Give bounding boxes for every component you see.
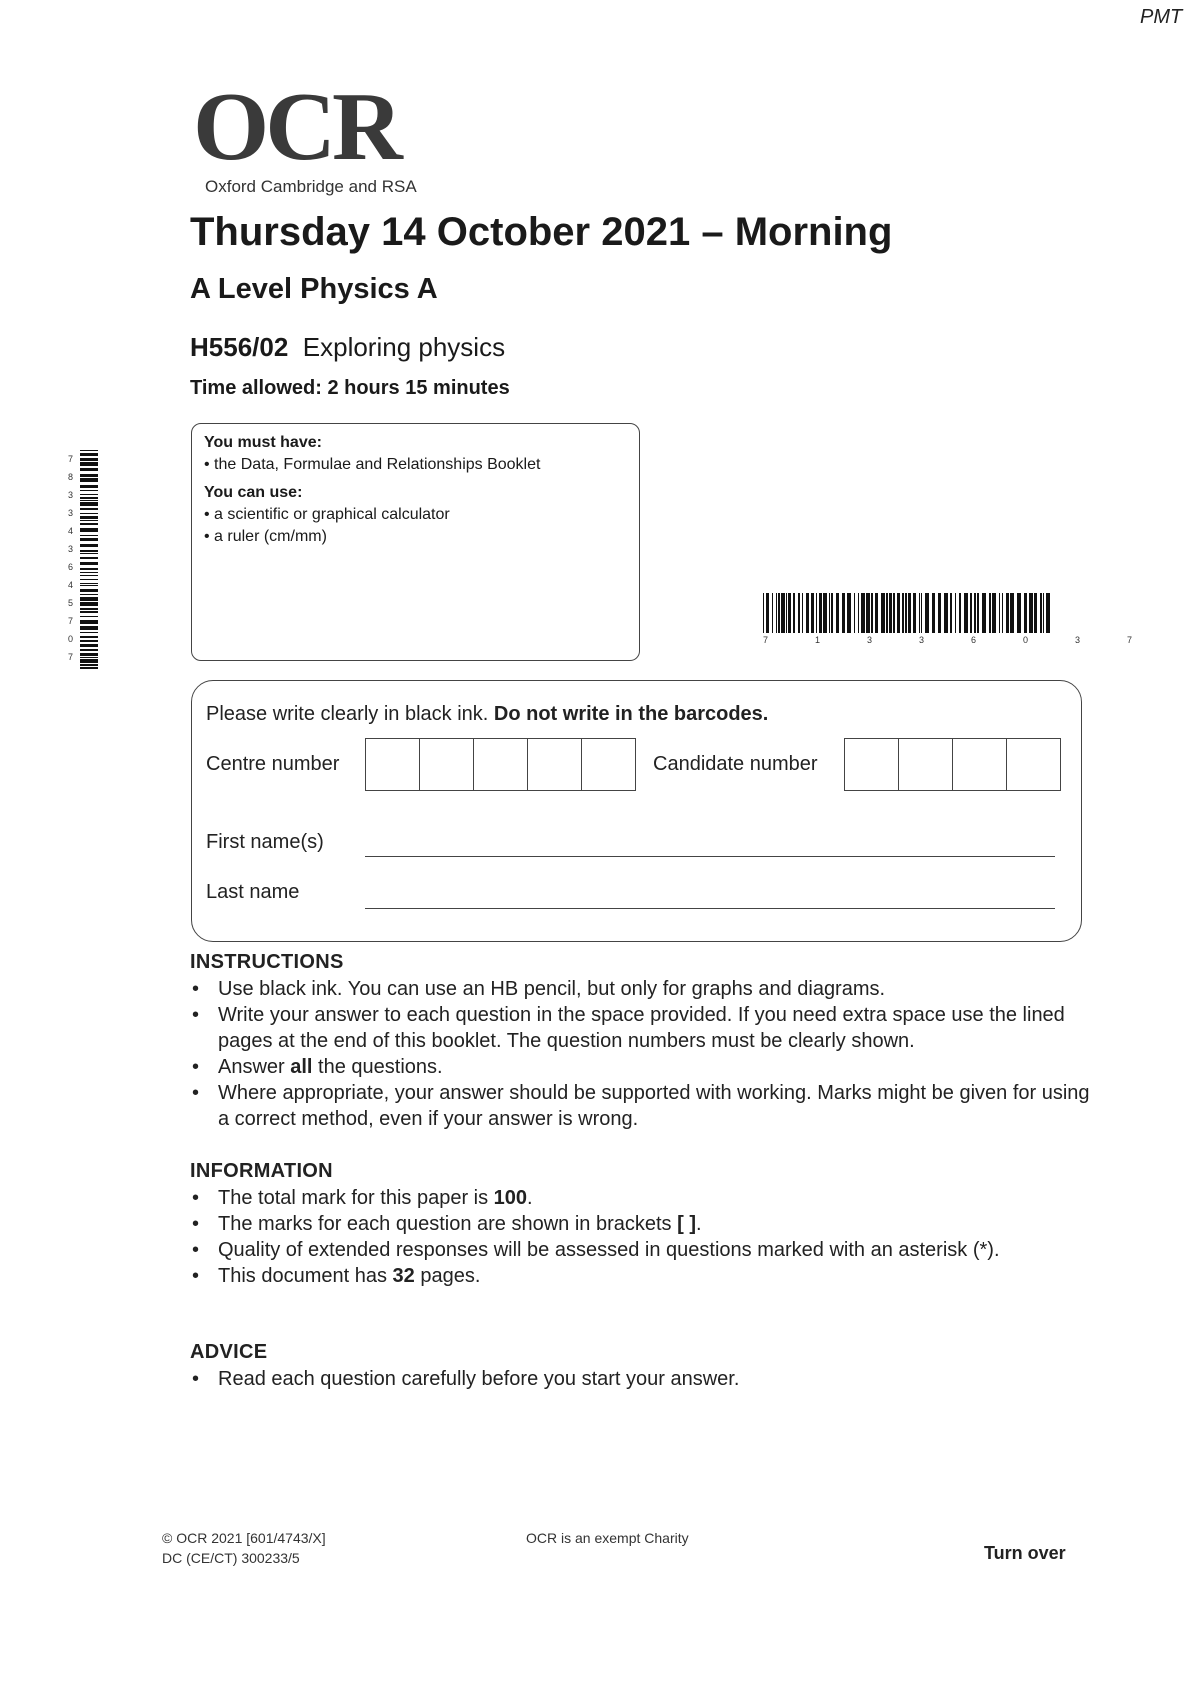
barcode-bar [1046, 593, 1050, 633]
barcode-bar [1024, 593, 1027, 633]
barcode-bar [1010, 593, 1014, 633]
barcode-bar [763, 593, 764, 633]
barcode-bar [80, 611, 98, 613]
barcode-bar [80, 468, 98, 471]
barcode-bar [80, 594, 98, 595]
candidate-barcode-digits: 7 1 3 3 6 0 3 7 [763, 635, 1147, 645]
barcode-bar [80, 453, 98, 456]
barcode-bar [881, 593, 885, 633]
centre-number-label: Centre number [206, 753, 340, 775]
barcode-bar [80, 632, 98, 633]
instructions-section [190, 951, 1090, 1132]
barcode-bar [776, 593, 777, 633]
instruction-bold: Do not write in the barcodes. [493, 703, 769, 725]
barcode-bar [921, 593, 922, 633]
candidate-number-label: Candidate number [653, 753, 818, 775]
barcode-bar [806, 593, 809, 633]
centre-digit-box[interactable] [366, 739, 420, 790]
barcode-bar [80, 583, 98, 584]
barcode-bar [80, 667, 98, 669]
candidate-barcode [763, 593, 1147, 645]
first-name-line[interactable] [365, 856, 1055, 857]
information-section [190, 1160, 1090, 1289]
time-allowed: Time allowed: 2 hours 15 minutes [190, 377, 510, 399]
information-item: • This document has 32 pages. [190, 1263, 1090, 1289]
barcode-bar [875, 593, 878, 633]
advice-section [190, 1341, 1090, 1392]
must-have-item: • the Data, Formulae and Relationships Booklet [204, 454, 627, 476]
barcode-bar [80, 608, 98, 610]
instruction-item: • Where appropriate, your answer should be supported with working. Marks might be given for using a correct method, even if your answer is wrong. [190, 1080, 1090, 1132]
last-name-label: Last name [206, 881, 300, 903]
must-have-list [204, 454, 627, 476]
barcode-bar [913, 593, 916, 633]
barcode-bar [80, 568, 98, 570]
barcode-bar [80, 644, 98, 647]
barcode-bar [999, 593, 1000, 633]
barcode-bar [1043, 593, 1044, 633]
barcode-bar [871, 593, 873, 633]
must-have-heading: You must have: [204, 434, 322, 451]
barcode-bar [902, 593, 904, 633]
barcode-bar [944, 593, 948, 633]
barcode-bar [80, 544, 98, 547]
barcode-bar [778, 593, 780, 633]
barcode-bar [80, 523, 98, 525]
barcode-bar [80, 553, 98, 554]
can-use-item: • a ruler (cm/mm) [204, 526, 627, 548]
barcode-bar [80, 649, 98, 651]
barcode-bar [829, 593, 830, 633]
barcode-bar [1040, 593, 1042, 633]
barcode-bar [861, 593, 865, 633]
barcode-bar [80, 636, 98, 638]
barcode-bar [831, 593, 833, 633]
information-list [190, 1185, 1090, 1289]
information-heading: INFORMATION [190, 1160, 333, 1182]
barcode-bar [80, 550, 98, 552]
last-name-line[interactable] [365, 908, 1055, 909]
instruction-item: • Answer all the questions. [190, 1054, 1090, 1080]
barcode-bar [80, 535, 98, 536]
instruction-item: • Write your answer to each question in the space provided. If you need extra space use the lined pages at the end of this booklet. The question numbers must be clearly shown. [190, 1002, 1090, 1054]
barcode-bar [1034, 593, 1037, 633]
barcode-bar [80, 602, 98, 606]
candidate-digit-box[interactable] [845, 739, 899, 790]
barcode-bar [80, 557, 98, 559]
barcode-bar [823, 593, 827, 633]
barcode-bar [886, 593, 888, 633]
barcode-bar [80, 494, 98, 495]
barcode-bar [919, 593, 920, 633]
centre-digit-box[interactable] [474, 739, 528, 790]
candidate-digit-box[interactable] [1007, 739, 1060, 790]
barcode-bar [80, 502, 98, 506]
barcode-bar [866, 593, 870, 633]
centre-digit-box[interactable] [582, 739, 635, 790]
exam-code-line [190, 332, 505, 363]
turn-over: Turn over [984, 1543, 1066, 1563]
barcode-bar [80, 458, 98, 461]
barcode-bar [847, 593, 851, 633]
barcode-bar [80, 520, 98, 521]
barcode-bar [970, 593, 972, 633]
barcode-bar [80, 640, 98, 642]
barcode-bar [80, 572, 98, 573]
barcode-bar [802, 593, 803, 633]
candidate-digit-box[interactable] [899, 739, 953, 790]
centre-number-boxes[interactable] [365, 738, 636, 791]
exam-code: H556/02 [190, 332, 289, 362]
barcode-bar [80, 497, 98, 499]
can-use-item: • a scientific or graphical calculator [204, 504, 627, 526]
barcode-bar [977, 593, 979, 633]
barcode-bar [80, 462, 98, 466]
barcode-bar [80, 516, 98, 519]
instructions-list [190, 976, 1090, 1132]
instructions-heading: INSTRUCTIONS [190, 951, 344, 973]
barcode-bar [854, 593, 855, 633]
write-clearly-instruction [206, 703, 768, 726]
barcode-bar [989, 593, 991, 633]
barcode-bar [80, 597, 98, 601]
barcode-bar [80, 664, 98, 666]
can-use-list [204, 504, 627, 548]
pmt-watermark: PMT [1140, 6, 1183, 28]
barcode-bar [793, 593, 795, 633]
barcode-bar [766, 593, 769, 633]
barcode-bar [80, 485, 98, 488]
barcode-bar [781, 593, 785, 633]
barcode-bar [80, 589, 98, 592]
barcode-bar [80, 474, 98, 477]
barcode-bar [772, 593, 773, 633]
barcode-bar [798, 593, 800, 633]
can-use-heading: You can use: [204, 484, 303, 501]
information-item: • Quality of extended responses will be assessed in questions marked with an asterisk (*). [190, 1237, 1090, 1263]
instruction-item: • Use black ink. You can use an HB pencil, but only for graphs and diagrams. [190, 976, 1090, 1002]
barcode-bar [819, 593, 822, 633]
barcode-bar [80, 579, 98, 580]
advice-heading: ADVICE [190, 1341, 268, 1363]
barcode-bar [1029, 593, 1033, 633]
first-name-label: First name(s) [206, 831, 324, 853]
exam-date-title: Thursday 14 October 2021 – Morning [190, 210, 893, 254]
barcode-bar [992, 593, 996, 633]
barcode-bar [1017, 593, 1021, 633]
exam-subject: A Level Physics A [190, 273, 438, 305]
candidate-number-boxes[interactable] [844, 738, 1061, 791]
materials-box [191, 423, 640, 661]
barcode-bar [974, 593, 976, 633]
barcode-bar [80, 620, 98, 624]
barcode-bar [80, 653, 98, 656]
barcode-bar [959, 593, 961, 633]
barcode-bar [925, 593, 929, 633]
barcode-bar [1006, 593, 1009, 633]
barcode-bar [80, 585, 98, 586]
barcode-bar [788, 593, 791, 633]
dc-code: DC (CE/CT) 300233/5 [162, 1550, 300, 1566]
barcode-bar [80, 575, 98, 576]
barcode-bar [80, 528, 98, 532]
barcode-bar [908, 593, 911, 633]
barcode-bar [982, 593, 986, 633]
centre-digit-box[interactable] [528, 739, 582, 790]
barcode-bar [80, 659, 98, 663]
barcode-bar [80, 538, 98, 541]
exam-paper-name: Exploring physics [302, 332, 506, 362]
candidate-details-panel [191, 680, 1082, 942]
barcode-bar [80, 616, 98, 617]
barcode-bar [811, 593, 814, 633]
barcode-bar [80, 626, 98, 630]
barcode-bar [1002, 593, 1003, 633]
barcode-bar [905, 593, 907, 633]
copyright-text: © OCR 2021 [601/4743/X] [162, 1530, 326, 1546]
instruction-plain: Please write clearly in black ink. [206, 703, 494, 725]
barcode-bar [897, 593, 900, 633]
advice-list [190, 1366, 1090, 1392]
centre-digit-box[interactable] [420, 739, 474, 790]
barcode-bar [80, 450, 98, 451]
barcode-bar [80, 657, 98, 658]
side-barcode [70, 450, 98, 680]
barcode-bar [889, 593, 892, 633]
barcode-bar [964, 593, 968, 633]
barcode-bar [786, 593, 787, 633]
barcode-bar [816, 593, 817, 633]
information-item: • The total mark for this paper is 100. [190, 1185, 1090, 1211]
barcode-bar [80, 562, 98, 565]
barcode-bar [80, 478, 98, 482]
barcode-bar [80, 508, 98, 510]
barcode-bar [842, 593, 845, 633]
barcode-bar [80, 500, 98, 501]
barcode-bar [80, 513, 98, 514]
barcode-bar [893, 593, 895, 633]
footer-left [162, 1528, 326, 1568]
logo-wordmark: OCR [193, 73, 399, 181]
logo-subtitle: Oxford Cambridge and RSA [205, 177, 417, 196]
information-item: • The marks for each question are shown in brackets [ ]. [190, 1211, 1090, 1237]
barcode-bar [938, 593, 941, 633]
barcode-bar [950, 593, 952, 633]
barcode-bar [80, 490, 98, 491]
barcode-bar [836, 593, 839, 633]
barcode-bar [858, 593, 859, 633]
advice-item: • Read each question carefully before you start your answer. [190, 1366, 1090, 1392]
barcode-bar [932, 593, 935, 633]
side-barcode-digits: 7 8 3 3 4 3 6 4 5 7 0 7 [68, 454, 74, 662]
charity-text: OCR is an exempt Charity [526, 1530, 689, 1546]
barcode-bar [955, 593, 956, 633]
candidate-digit-box[interactable] [953, 739, 1007, 790]
ocr-logo [193, 73, 433, 196]
